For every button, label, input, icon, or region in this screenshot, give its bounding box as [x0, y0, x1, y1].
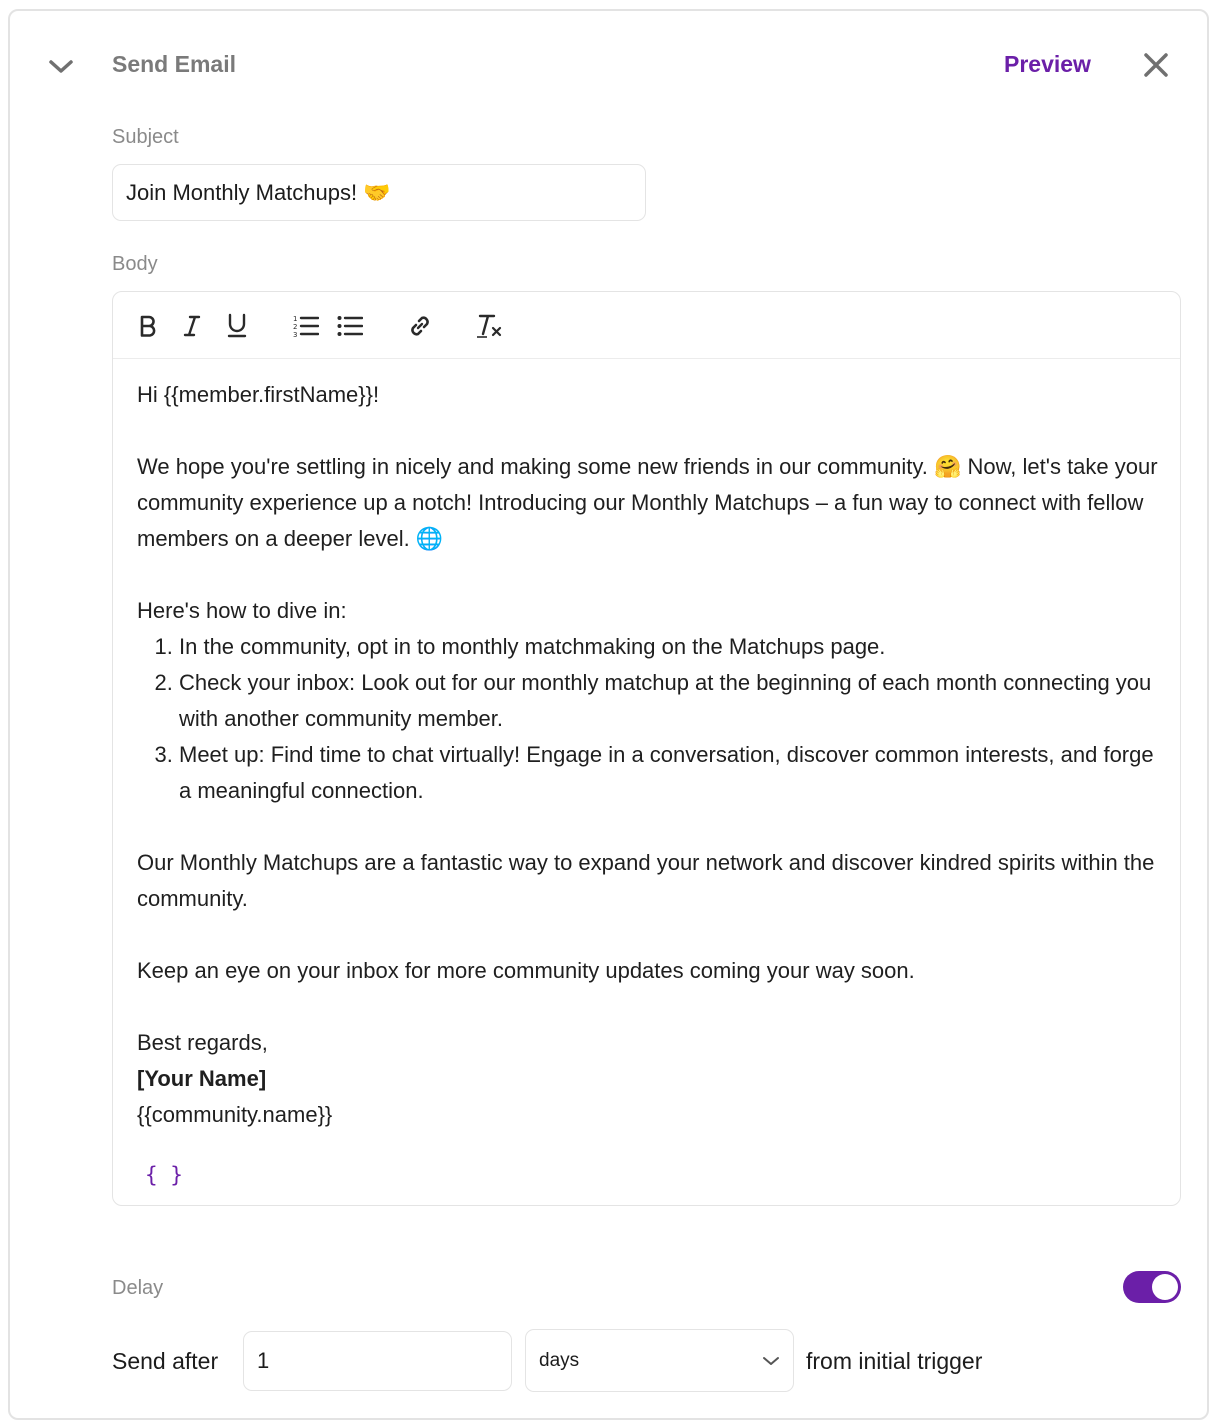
- email-body-content[interactable]: [137, 377, 1160, 1133]
- delay-toggle[interactable]: [1123, 1271, 1181, 1303]
- subject-label: Subject: [112, 126, 179, 148]
- ordered-list-icon[interactable]: [291, 311, 321, 341]
- underline-icon[interactable]: [222, 311, 252, 341]
- list-item: 3. Meet up: Find time to chat virtually! Engage in a conversation, discover common interests, and forge a meaningful connection.: [179, 737, 1160, 809]
- list-item: 1. In the community, opt in to monthly matchmaking on the Matchups page.: [179, 629, 1160, 665]
- toggle-knob: [1152, 1274, 1178, 1300]
- delay-label: Delay: [112, 1277, 164, 1299]
- clear-format-icon[interactable]: [474, 311, 504, 341]
- community-name-variable: {{community.name}}: [137, 1102, 333, 1127]
- delay-amount-input[interactable]: 1: [243, 1331, 512, 1391]
- delay-unit-select[interactable]: [525, 1329, 794, 1392]
- signoff-line: Best regards,: [137, 1030, 268, 1055]
- link-icon[interactable]: [405, 311, 435, 341]
- closing-paragraph-2: Keep an eye on your inbox for more community updates coming your way soon.: [137, 958, 915, 983]
- delay-unit-value: days: [539, 1349, 580, 1371]
- italic-icon[interactable]: [177, 311, 207, 341]
- svg-text:3: 3: [293, 331, 298, 338]
- closing-paragraph-1: Our Monthly Matchups are a fantastic way to expand your network and discover kindred spirits within the community.: [137, 850, 1155, 911]
- preview-button[interactable]: Preview: [1004, 51, 1091, 77]
- body-editor: [112, 291, 1181, 1206]
- delay-suffix: from initial trigger: [806, 1348, 983, 1374]
- step-title: Send Email: [112, 51, 236, 77]
- svg-text:1: 1: [293, 315, 298, 323]
- chevron-down-icon: [762, 1355, 780, 1367]
- close-icon[interactable]: [1142, 51, 1170, 79]
- chevron-down-icon[interactable]: [48, 57, 74, 77]
- steps-intro: Here's how to dive in:: [137, 598, 347, 623]
- subject-input[interactable]: Join Monthly Matchups! 🤝: [112, 164, 646, 221]
- greeting-line: Hi {{member.firstName}}!: [137, 382, 380, 407]
- bullet-list-icon[interactable]: [335, 311, 365, 341]
- editor-toolbar: [113, 292, 1180, 359]
- svg-text:2: 2: [293, 323, 298, 331]
- sender-name: [Your Name]: [137, 1066, 267, 1091]
- send-after-label: Send after: [112, 1348, 219, 1374]
- bold-icon[interactable]: [133, 311, 163, 341]
- body-label: Body: [112, 253, 158, 275]
- send-email-card: [8, 9, 1209, 1420]
- intro-paragraph: We hope you're settling in nicely and making some new friends in our community. 🤗 Now, let's take your community experience up a notch! Introducing our Monthly Matchups – a fun way to connect with fellow members on a deeper level. 🌐: [137, 454, 1158, 551]
- insert-variable-button[interactable]: { }: [145, 1163, 183, 1187]
- steps-list: [137, 629, 1160, 809]
- list-item: 2. Check your inbox: Look out for our monthly matchup at the beginning of each month connecting you with another community member.: [179, 665, 1160, 737]
